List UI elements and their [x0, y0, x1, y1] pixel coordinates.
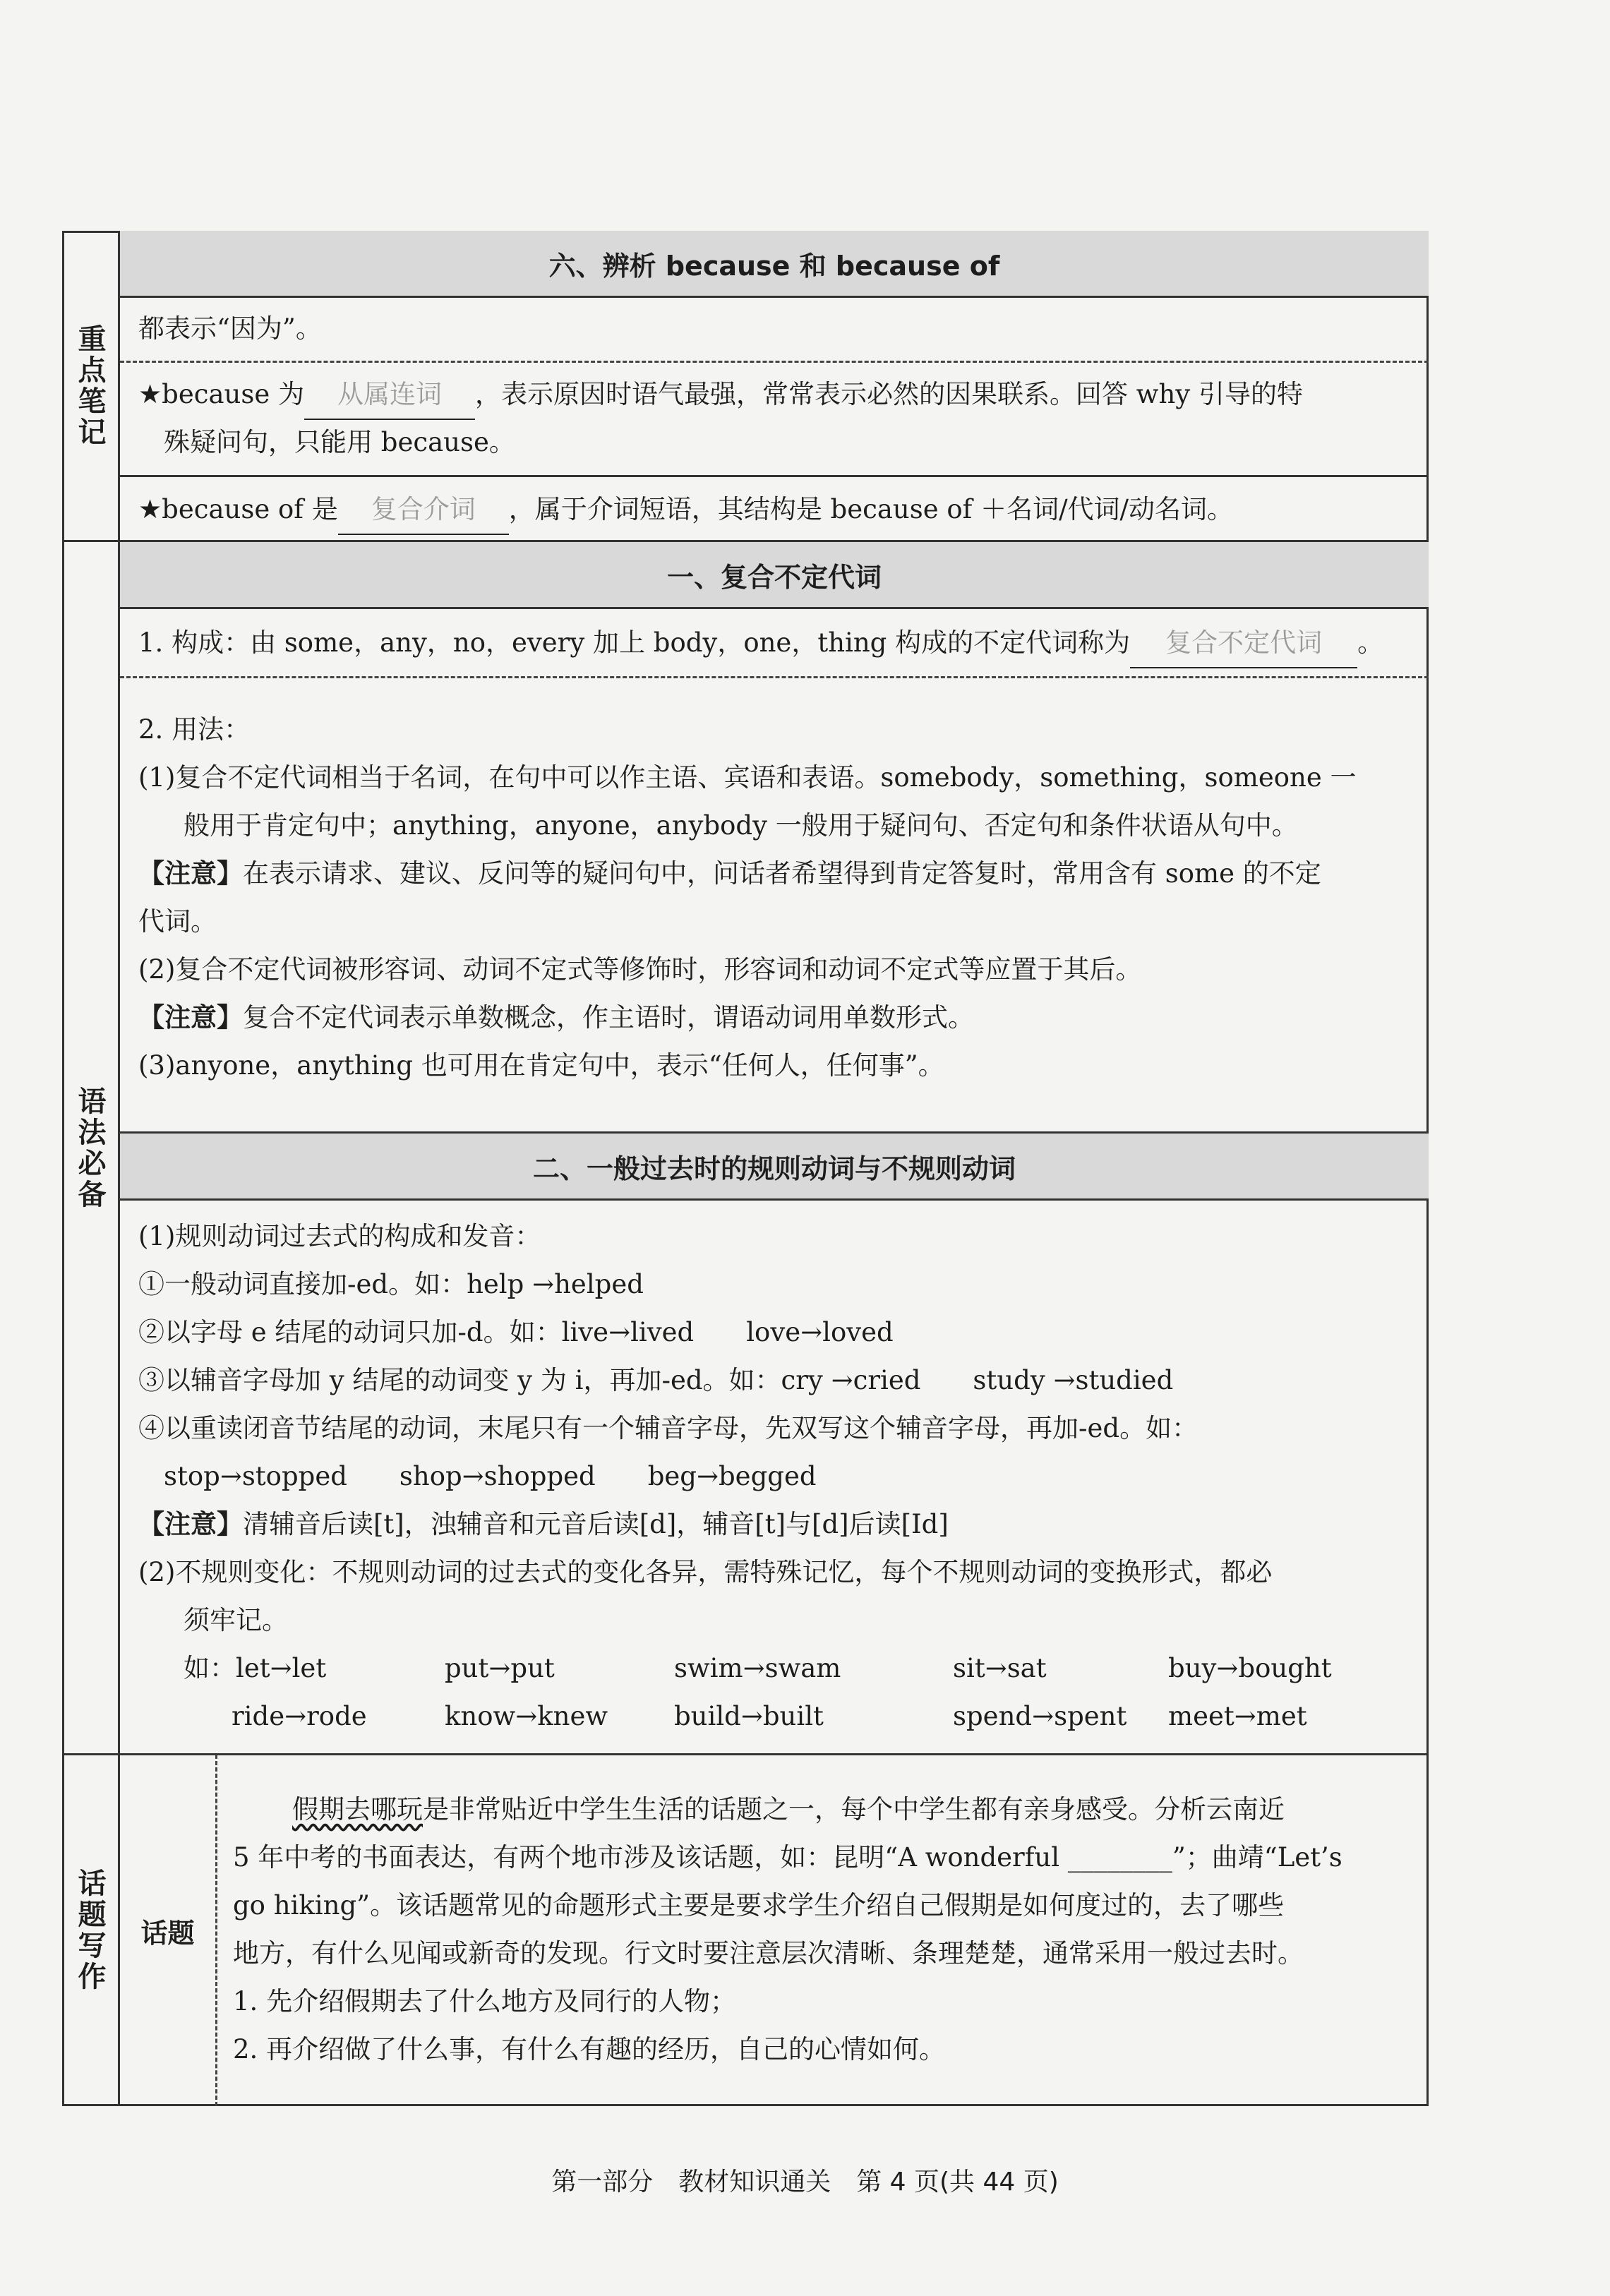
example-item: know→knew [445, 1701, 608, 1731]
section-title-compound-pronouns [120, 542, 1429, 609]
dashed-divider [120, 676, 1429, 678]
example-item: swim→swam [674, 1653, 841, 1683]
topic-line-4: 地方，有什么见闻或新奇的发现。行文时要注意层次清晰、条理楚楚，通常采用一般过去时。 [233, 1938, 1304, 1969]
topic-point-2: 2. 再介绍做了什么事，有什么有趣的经历，自己的心情如何。 [233, 2034, 946, 2064]
composition-suffix: 。 [1357, 627, 1384, 658]
item2-prefix: ★because of 是 [138, 494, 338, 524]
regular-verbs-title: (1)规则动词过去式的构成和发音： [138, 1221, 541, 1251]
row-divider [120, 475, 1429, 477]
usage-3: (3)anyone，anything 也可用在肯定句中，表示“任何人，任何事”。 [138, 1050, 944, 1081]
rule-4-examples: stop→stopped shop→shopped beg→begged [164, 1461, 817, 1491]
side-column-notes [62, 231, 120, 541]
example-item: sit→sat [953, 1653, 1047, 1683]
topic-line-1-rest: 是非常贴近中学生生活的话题之一，每个中学生都有亲身感受。分析云南近 [423, 1794, 1285, 1825]
topic-lead: 假期去哪玩 [292, 1794, 423, 1825]
item2-suffix: ，属于介词短语，其结构是 because of ＋名词/代词/动名词。 [508, 494, 1234, 524]
pronunciation-note [138, 1501, 1416, 1549]
irregular-title-line2: 须牢记。 [184, 1605, 288, 1635]
item1-suffix: ，表示原因时语气最强，常常表示必然的因果联系。回答 why 引导的特 [475, 379, 1303, 409]
note-1 [138, 850, 1416, 898]
section-title-text: 六、辨析 because 和 because of [548, 250, 1000, 282]
example-item: buy→bought [1168, 1653, 1332, 1683]
section-separator [62, 1753, 1429, 1755]
composition-prefix: 1. 构成：由 some，any，no，every 加上 body，one，thing 构成的不定代词称为 [138, 627, 1131, 658]
example-item: 如：let→let [184, 1653, 327, 1683]
rule-1: ①一般动词直接加-ed。如：help →helped [138, 1269, 644, 1299]
note-1-line2: 代词。 [138, 906, 217, 937]
side-column-grammar [62, 541, 120, 1755]
answer-blank-3: 复合不定代词 [1130, 619, 1357, 668]
usage-1-line1: (1)复合不定代词相当于名词，在句中可以作主语、宾语和表语。somebody，something，someone 一 [138, 762, 1357, 793]
dashed-divider [120, 361, 1429, 363]
note-label: 【注意】 [138, 1509, 243, 1539]
because-item-1-line2: 殊疑问句，只能用 because。 [164, 427, 515, 457]
answer-blank-2: 复合介词 [338, 486, 509, 535]
irregular-title-line1: (2)不规则变化：不规则动词的过去式的变化各异，需特殊记忆，每个不规则动词的变换形式，都必 [138, 1557, 1273, 1587]
usage-2: (2)复合不定代词被形容词、动词不定式等修饰时，形容词和动词不定式等应置于其后。 [138, 954, 1142, 985]
topic-point-1: 1. 先介绍假期去了什么地方及同行的人物； [233, 1986, 737, 2016]
section-title-past-tense [120, 1134, 1429, 1201]
because-item-1 [138, 371, 1416, 420]
because-item-2 [138, 486, 1416, 535]
composition-line [138, 619, 1416, 668]
topic-line-1 [233, 1786, 1419, 1834]
example-item: meet→met [1168, 1701, 1307, 1731]
pronunciation-note-text: 清辅音后读[t]，浊辅音和元音后读[d]，辅音[t]与[d]后读[Id] [243, 1509, 949, 1539]
answer-blank-1: 从属连词 [304, 371, 475, 420]
example-item: build→built [674, 1701, 824, 1731]
topic-line-2: 5 年中考的书面表达，有两个地市涉及该话题，如：昆明“A wonderful ________”；曲靖“Let’s [233, 1842, 1342, 1873]
topic-label-column [120, 1755, 217, 2106]
usage-1-line2: 般用于肯定句中；anything，anyone，anybody 一般用于疑问句、否定句和条件状语从句中。 [184, 810, 1298, 841]
side-label-notes: 重点笔记 [73, 324, 106, 448]
side-column-writing [62, 1755, 120, 2106]
section-title-text: 二、一般过去时的规则动词与不规则动词 [532, 1153, 1016, 1184]
topic-line-3: go hiking”。该话题常见的命题形式主要是要求学生介绍自己假期是如何度过的，去了哪些 [233, 1890, 1285, 1921]
example-item: put→put [445, 1653, 555, 1683]
note-2 [138, 994, 1416, 1042]
note-label: 【注意】 [138, 1002, 243, 1033]
note-2-text: 复合不定代词表示单数概念，作主语时，谓语动词用单数形式。 [243, 1002, 974, 1033]
rule-2: ②以字母 e 结尾的动词只加-d。如：live→lived love→loved [138, 1317, 894, 1347]
usage-title: 2. 用法： [138, 714, 251, 745]
section-title-text: 一、复合不定代词 [666, 561, 882, 593]
example-item: ride→rode [232, 1701, 367, 1731]
side-label-writing: 话题写作 [73, 1868, 106, 1993]
page-footer: 第一部分 教材知识通关 第 4 页(共 44 页) [551, 2168, 1059, 2196]
rule-4: ④以重读闭音节结尾的动词，末尾只有一个辅音字母，先双写这个辅音字母，再加-ed。如： [138, 1413, 1199, 1443]
irregular-examples [184, 1645, 1415, 1741]
topic-label: 话题 [140, 1917, 195, 1949]
section-title-because [120, 231, 1429, 298]
because-intro: 都表示“因为”。 [138, 313, 322, 344]
side-label-grammar: 语法必备 [73, 1086, 106, 1210]
item1-prefix: ★because 为 [138, 379, 305, 409]
note-1-text: 在表示请求、建议、反问等的疑问句中，问话者希望得到肯定答复时，常用含有 some 的不定 [243, 858, 1321, 889]
note-label: 【注意】 [138, 858, 243, 889]
rule-3: ③以辅音字母加 y 结尾的动词变 y 为 i，再加-ed。如：cry →cried study →studied [138, 1365, 1174, 1395]
example-item: spend→spent [953, 1701, 1127, 1731]
